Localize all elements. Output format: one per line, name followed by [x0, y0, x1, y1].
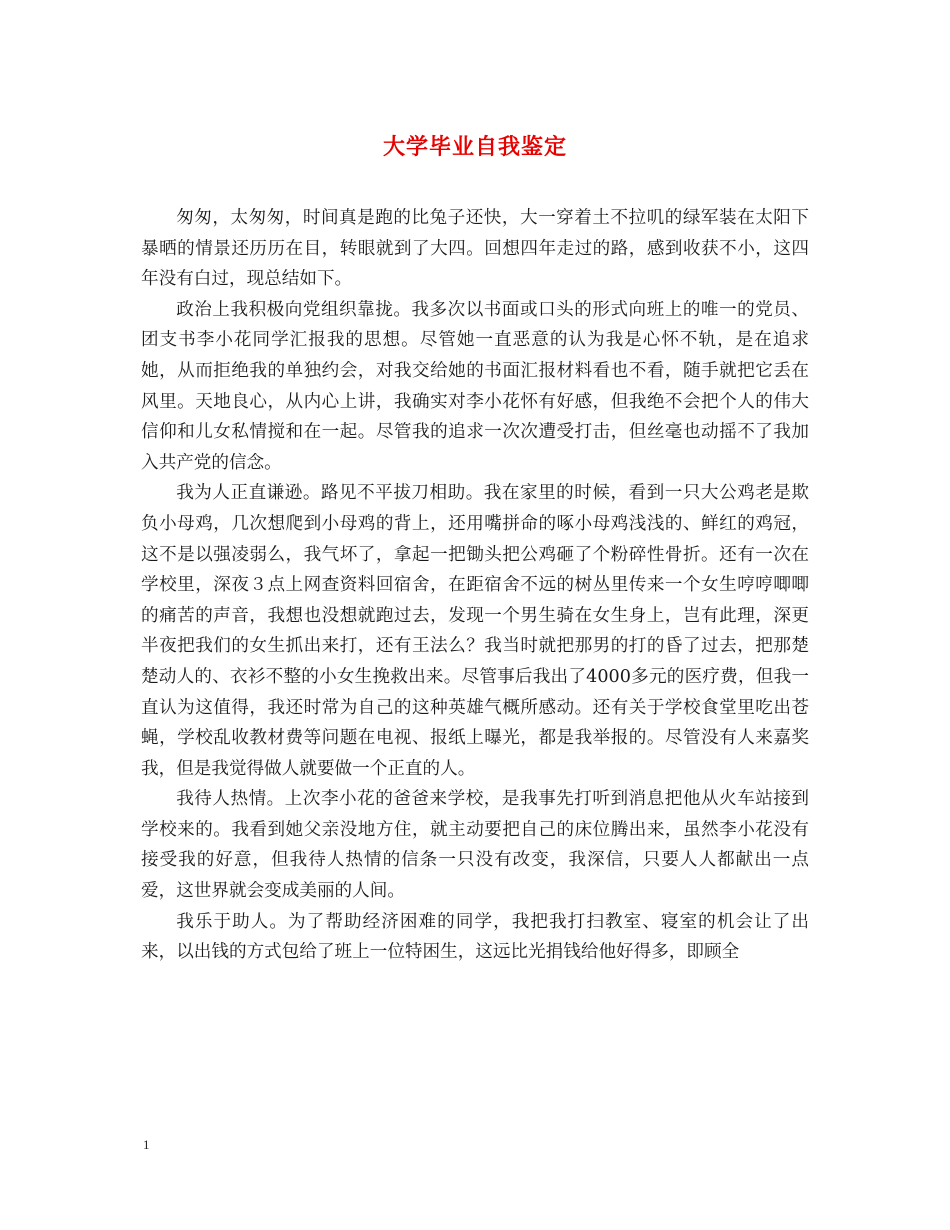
document-title: 大学毕业自我鉴定 [382, 134, 567, 160]
paragraph-helpfulness: 我乐于助人。为了帮助经济困难的同学，我把我打扫教室、寝室的机会让了出来，以出钱的方式包给了班上一位特困生，这远比光捐钱给他好得多，即顾全 [141, 911, 809, 963]
paragraph-integrity: 我为人正直谦逊。路见不平拔刀相助。我在家里的时候，看到一只大公鸡老是欺负小母鸡，几次想爬到小母鸡的背上，还用嘴拼命的啄小母鸡浅浅的、鲜红的鸡冠，这不是以强凌弱么，我气坏了，拿起一把锄头把公鸡砸了个粉碎性骨折。还有一次在学校里，深夜３点上网查资料回宿舍，在距宿舍不远的树丛里传来一个女生哼哼唧唧的痛苦的声音，我想也没想就跑过去，发现一个男生骑在女生身上，岂有此理，深更半夜把我们的女生抓出来打，还有王法么？我当时就把那男的打的昏了过去，把那楚楚动人的、衣衫不整的小女生挽救出来。尽管事后我出了4000多元的医疗费，但我一直认为这值得，我还时常为自己的这种英雄气概所感动。还有关于学校食堂里吃出苍蝇，学校乱收教材费等问题在电视、报纸上曝光，都是我举报的。尽管没有人来嘉奖我，但是我觉得做人就要做一个正直的人。 [141, 483, 809, 779]
document-body [141, 203, 809, 968]
paragraph-intro: 匆匆，太匆匆，时间真是跑的比兔子还快，大一穿着土不拉叽的绿军装在太阳下暴晒的情景还历历在目，转眼就到了大四。回想四年走过的路，感到收获不小，这四年没有白过，现总结如下。 [141, 208, 809, 290]
page-number: 1 [143, 1137, 150, 1152]
paragraph-hospitality: 我待人热情。上次李小花的爸爸来学校，是我事先打听到消息把他从火车站接到学校来的。我看到她父亲没地方住，就主动要把自己的床位腾出来，虽然李小花没有接受我的好意，但我待人热情的信条一只没有改变，我深信，只要人人都献出一点爱，这世界就会变成美丽的人间。 [141, 789, 809, 902]
paragraph-politics: 政治上我积极向党组织靠拢。我多次以书面或口头的形式向班上的唯一的党员、团支书李小花同学汇报我的思想。尽管她一直恶意的认为我是心怀不轨，是在追求她，从而拒绝我的单独约会，对我交给她的书面汇报材料看也不看，随手就把它丢在风里。天地良心，从内心上讲，我确实对李小花怀有好感，但我绝不会把个人的伟大信仰和儿女私情搅和在一起。尽管我的追求一次次遭受打击，但丝毫也动摇不了我加入共产党的信念。 [141, 299, 809, 473]
